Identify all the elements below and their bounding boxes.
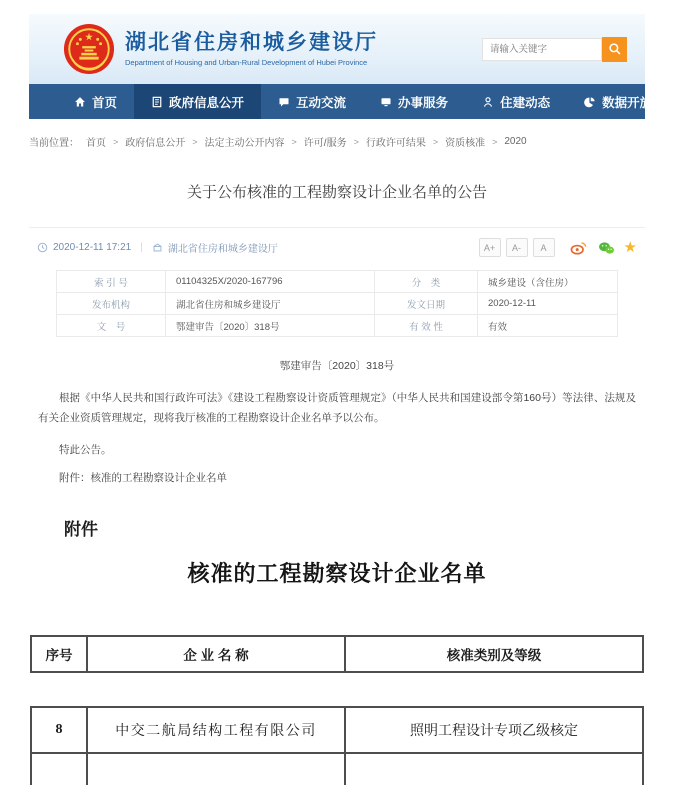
breadcrumb-separator: > [353, 136, 359, 147]
meta-value-category: 城乡建设（含住房） [478, 271, 618, 293]
article-closing: 特此公告。 [59, 443, 112, 456]
page [0, 14, 674, 739]
breadcrumb-prefix: 当前位置： [29, 138, 79, 149]
attachment-note: 附件：核准的工程勘察设计企业名单 [59, 471, 227, 484]
site-header [29, 14, 645, 84]
meta-value-index: 01104325X/2020-167796 [166, 271, 375, 293]
search-input[interactable] [482, 38, 602, 61]
column-header-company: 企 业 名 称 [86, 637, 344, 671]
nav-item-label: 数据开放 [602, 95, 653, 110]
chat-icon [278, 96, 290, 108]
breadcrumb-item-home[interactable]: 首页 [86, 138, 106, 149]
site-title-block [125, 31, 378, 67]
national-emblem-logo [63, 23, 115, 75]
breadcrumb-item-qualification[interactable]: 资质核准 [445, 138, 486, 149]
meta-label-issue-date: 发文日期 [375, 293, 478, 315]
breadcrumb-item-permits[interactable]: 许可/服务 [303, 138, 347, 149]
approved-list-table-body [30, 706, 644, 785]
font-smaller-button[interactable]: A- [506, 238, 528, 257]
monitor-icon [380, 96, 392, 108]
breadcrumb-item-gov-info[interactable]: 政府信息公开 [125, 138, 186, 149]
favorite-star-icon[interactable]: ★ [623, 239, 637, 256]
nav-item-open-data[interactable] [567, 84, 669, 119]
source-icon [152, 242, 163, 253]
attachment-heading: 附件 [64, 519, 98, 539]
nav-item-label: 政府信息公开 [169, 95, 245, 110]
table-row-partial [32, 754, 642, 785]
document-meta-table [56, 270, 618, 337]
font-reset-button[interactable]: A [533, 238, 555, 257]
table-header-row [32, 637, 642, 671]
meta-value-issuer: 湖北省住房和城乡建设厅 [166, 293, 375, 315]
approved-list-table-header [30, 635, 644, 673]
breadcrumb-separator: > [291, 136, 297, 147]
table-row [57, 315, 618, 337]
meta-label-category: 分 类 [375, 271, 478, 293]
wechat-share-icon[interactable] [598, 241, 615, 255]
breadcrumb-item-year[interactable]: 2020 [504, 136, 527, 147]
meta-label-doc-number: 文 号 [57, 315, 166, 337]
article-tools [479, 238, 637, 257]
pie-chart-icon [584, 96, 596, 108]
nav-item-gov-info[interactable] [134, 84, 261, 119]
meta-value-issue-date: 2020-12-11 [478, 293, 618, 315]
meta-label-issuer: 发布机构 [57, 293, 166, 315]
meta-label-index: 索 引 号 [57, 271, 166, 293]
breadcrumb-separator: > [192, 136, 198, 147]
breadcrumb-item-results[interactable]: 行政许可结果 [365, 138, 426, 149]
table-row [57, 271, 618, 293]
home-icon [74, 96, 86, 108]
article-title: 关于公布核准的工程勘察设计企业名单的公告 [186, 184, 487, 201]
attachment-doc-title: 核准的工程勘察设计企业名单 [187, 560, 487, 586]
publish-time: 2020-12-11 17:21 [53, 242, 132, 253]
table-row [32, 708, 642, 754]
nav-item-interaction[interactable] [261, 84, 363, 119]
nav-item-news[interactable] [465, 84, 567, 119]
nav-item-label: 互动交流 [296, 95, 347, 110]
site-title: 湖北省住房和城乡建设厅 [125, 30, 378, 54]
site-subtitle: Department of Housing and Urban-Rural Development of Hubei Province [125, 58, 368, 68]
meta-value-doc-number: 鄂建审告〔2020〕318号 [166, 315, 375, 337]
row-approval: 照明工程设计专项乙级核定 [344, 708, 642, 752]
nav-item-label: 住建动态 [500, 95, 551, 110]
row-company: 中交二航局结构工程有限公司 [86, 708, 344, 752]
breadcrumb-separator: > [113, 136, 119, 147]
breadcrumb-item-statutory[interactable]: 法定主动公开内容 [204, 138, 285, 149]
clock-icon [37, 242, 48, 253]
column-header-approval: 核准类别及等级 [344, 637, 642, 671]
search-box [482, 37, 627, 62]
column-header-no: 序号 [45, 647, 73, 663]
article-paragraph: 根据《中华人民共和国行政许可法》《建设工程勘察设计资质管理规定》（中华人民共和国建设部令第160号）等法律、法规及有关企业资质管理规定，现将我厅核准的工程勘察设计企业名单予以公布。 [38, 392, 636, 425]
main-nav [29, 84, 653, 119]
nav-item-home[interactable] [57, 84, 134, 119]
breadcrumb [29, 134, 645, 149]
article-info-bar [29, 227, 645, 257]
person-icon [482, 96, 494, 108]
nav-item-label: 办事服务 [398, 95, 449, 110]
breadcrumb-separator: > [492, 136, 498, 147]
meta-label-validity: 有 效 性 [375, 315, 478, 337]
article-source: 湖北省住房和城乡建设厅 [167, 244, 278, 255]
meta-value-validity: 有效 [478, 315, 618, 337]
nav-item-services[interactable] [363, 84, 465, 119]
info-divider: | [140, 242, 143, 253]
document-icon [151, 96, 163, 108]
search-button[interactable] [602, 37, 627, 62]
nav-item-label: 首页 [92, 95, 118, 110]
breadcrumb-separator: > [432, 136, 439, 147]
row-approval [344, 754, 642, 785]
weibo-share-icon[interactable] [570, 240, 587, 255]
table-row [57, 293, 618, 315]
table-gap [0, 673, 674, 706]
row-no [32, 754, 86, 785]
document-number: 鄂建审告〔2020〕318号 [279, 360, 395, 372]
row-company [86, 754, 344, 785]
font-larger-button[interactable]: A+ [479, 238, 501, 257]
search-icon [608, 42, 622, 56]
row-no: 8 [55, 721, 63, 737]
